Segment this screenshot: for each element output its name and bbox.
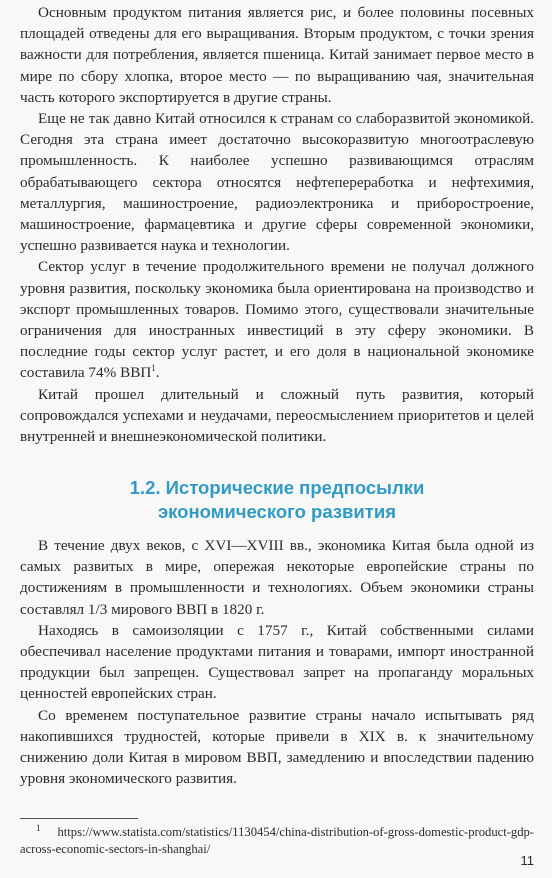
body-text-top [20, 2, 534, 447]
footnote-number: 1 [36, 822, 41, 833]
body-text-bottom [20, 535, 534, 789]
footnote-divider [20, 818, 138, 819]
paragraph-two-centuries: В течение двух веков, с XVI—XVIII вв., экономика Китая была одной из самых развитых в мире, опережая некоторые европейские страны по достижениям в промышленности и технологиях. Объем экономики страны составлял 1/3 мирового ВВП в 1820 г. [20, 537, 534, 618]
paragraph-self-isolation: Находясь в самоизоляции с 1757 г., Китай собственными силами обеспечивал население продуктами питания и товарами, импорт иностранной продукции был запрещен. Существовал запрет на пропаганду моральных ценностей европейских стран. [20, 621, 534, 703]
paragraph-industry: Еще не так давно Китай относился к странам со слаборазвитой экономикой. Сегодня эта страна имеет достаточно высокоразвитую многоотраслевую промышленность. К наиболее успешно развивающимся отраслям обрабатывающего сектора относятся нефтепереработка и нефтехимия, металлургия, машиностроение, радиоэлектроника и приборостроение, машиностроение, фармацевтика и другие сферы современной экономики, успешно развивается наука и технологии. [20, 110, 534, 255]
paragraph-rice-crops: Основным продуктом питания является рис, и более половины посевных площадей отведены для его выращивания. Вторым продуктом, с точки зрения важности для потребления, является пшеница. Китай занимает первое место в мире по сбору хлопка, второе место — по выращиванию чая, значительная часть которого экспортируется в другие страны. [20, 4, 534, 106]
footnote-reference[interactable]: 1 [151, 363, 156, 374]
paragraph-services-text: Сектор услуг в течение продолжительного времени не получал должного уровня развития, поскольку экономика была ориентирована на производство и экспорт промышленных товаров. Помимо этого, существовали значительные ограничения для иностранных инвестиций в эту сферу экономики. В последние годы сектор услуг растет, и его доля в национальной экономике составила 74% ВВП [20, 258, 534, 382]
paragraph-decline: Со временем поступательное развитие страны начало испытывать ряд накопившихся трудностей, которые привели в XIX в. к значительному снижению доли Китая в мировом ВВП, замедлению и впоследствии падению уровня экономического развития. [20, 706, 534, 788]
section-heading-line-2: экономического развития [157, 501, 397, 522]
paragraph-development-path: Китай прошел длительный и сложный путь развития, который сопровождался успехами и неудачами, переосмыслением приоритетов и целей внутренней и внешнеэкономической политики. [20, 385, 534, 446]
section-heading [20, 476, 534, 524]
footnote [20, 824, 534, 858]
footnote-link[interactable]: https://www.statista.com/statistics/1130454/china-distribution-of-gross-domestic-product-gdp-across-economic-sectors-in-shanghai/ [20, 825, 534, 856]
page-number: 11 [520, 853, 534, 868]
paragraph-services: Сектор услуг в течение продолжительного времени не получал должного уровня развития, поскольку экономика была ориентирована на производство и экспорт промышленных товаров. Помимо этого, существовали значительные ограничения для иностранных инвестиций в эту сферу экономики. В последние годы сектор услуг растет, и его доля в национальной экономике составила 74% ВВП$^1$. [20, 258, 534, 382]
section-heading-line-1: 1.2. Исторические предпосылки [129, 477, 425, 498]
